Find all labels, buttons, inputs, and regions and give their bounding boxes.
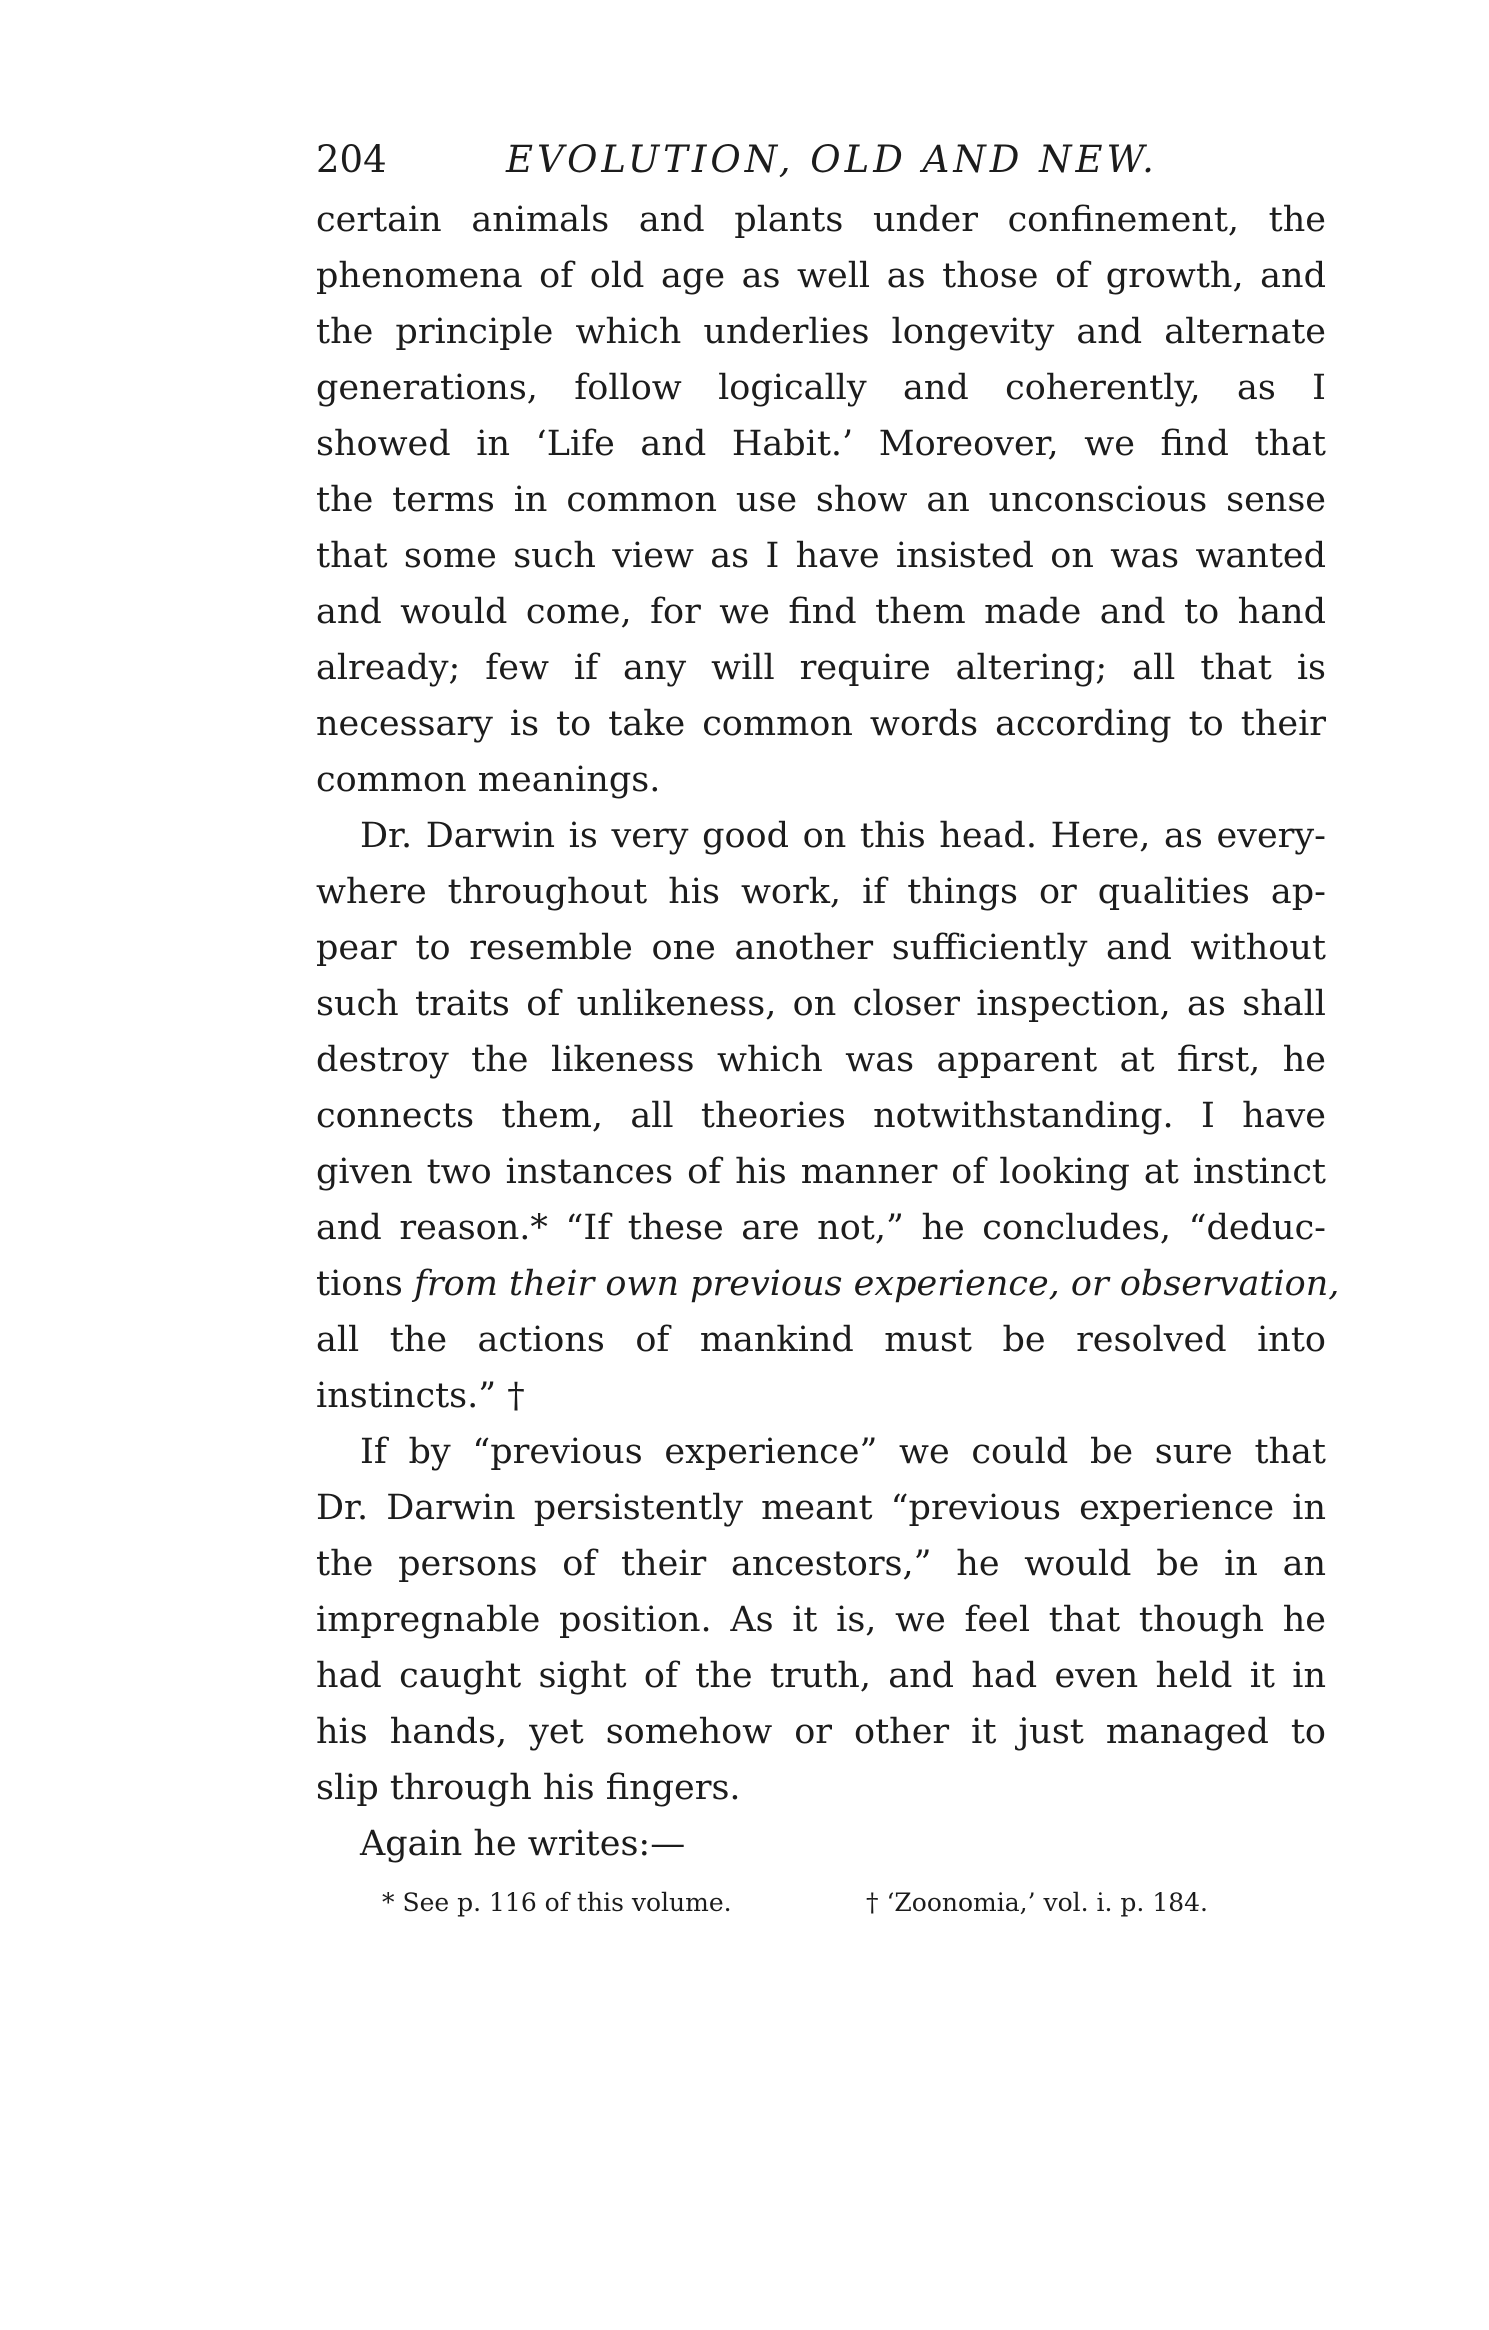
text-line: such traits of unlikeness, on closer inspection, as shall xyxy=(316,984,1326,1024)
book-page xyxy=(316,130,1340,1928)
text-line: phenomena of old age as well as those of growth, and xyxy=(316,256,1326,296)
text-line: had caught sight of the truth, and had even held it in xyxy=(316,1656,1326,1696)
italic-text: from their own previous experience, or observation, xyxy=(413,1264,1340,1304)
paragraph-1 xyxy=(316,192,1326,808)
text-segment: tions xyxy=(316,1264,414,1304)
text-line: all the actions of mankind must be resolved into xyxy=(316,1320,1326,1360)
text-line xyxy=(316,1256,1340,1312)
text-line: pear to resemble one another sufficiently and without xyxy=(316,928,1326,968)
text-line: the persons of their ancestors,” he would be in an xyxy=(316,1544,1326,1584)
text-line: given two instances of his manner of looking at instinct xyxy=(316,1152,1326,1192)
text-line: instincts.” † xyxy=(316,1376,525,1416)
text-line: the terms in common use show an unconscious sense xyxy=(316,480,1326,520)
text-line: If by “previous experience” we could be sure that xyxy=(360,1432,1326,1472)
paragraph-4 xyxy=(316,1816,1326,1872)
footnotes xyxy=(316,1878,1326,1928)
text-line: certain animals and plants under confinement, the xyxy=(316,200,1326,240)
text-line: that some such view as I have insisted on was wanted xyxy=(316,536,1326,576)
paragraph-2 xyxy=(316,808,1340,1424)
text-line: and would come, for we find them made and to hand xyxy=(316,592,1326,632)
text-line: connects them, all theories notwithstanding. I have xyxy=(316,1096,1326,1136)
text-line: the principle which underlies longevity and alternate xyxy=(316,312,1326,352)
running-title: EVOLUTION, OLD AND NEW. xyxy=(506,138,1158,181)
footnote-1: * See p. 116 of this volume. xyxy=(382,1888,732,1917)
footnote-2: † ‘Zoonomia,’ vol. i. p. 184. xyxy=(866,1888,1208,1917)
text-line: where throughout his work, if things or qualities ap- xyxy=(316,872,1326,912)
text-line: and reason.* “If these are not,” he concludes, “deduc- xyxy=(316,1208,1326,1248)
text-line: already; few if any will require altering; all that is xyxy=(316,648,1326,688)
text-line: common meanings. xyxy=(316,760,661,800)
page-number: 204 xyxy=(316,138,387,181)
text-line: his hands, yet somehow or other it just managed to xyxy=(316,1712,1326,1752)
text-line: Dr. Darwin persistently meant “previous experience in xyxy=(316,1488,1326,1528)
text-line: generations, follow logically and coherently, as I xyxy=(316,368,1326,408)
running-head xyxy=(316,130,1326,190)
text-line: Again he writes:— xyxy=(360,1824,686,1864)
text-line: slip through his fingers. xyxy=(316,1768,741,1808)
text-line: Dr. Darwin is very good on this head. Here, as every- xyxy=(360,816,1326,856)
text-line: destroy the likeness which was apparent at first, he xyxy=(316,1040,1326,1080)
body-text xyxy=(316,192,1340,1872)
text-line: showed in ‘Life and Habit.’ Moreover, we find that xyxy=(316,424,1326,464)
text-line: necessary is to take common words according to their xyxy=(316,704,1326,744)
paragraph-3 xyxy=(316,1424,1326,1816)
text-line: impregnable position. As it is, we feel that though he xyxy=(316,1600,1326,1640)
